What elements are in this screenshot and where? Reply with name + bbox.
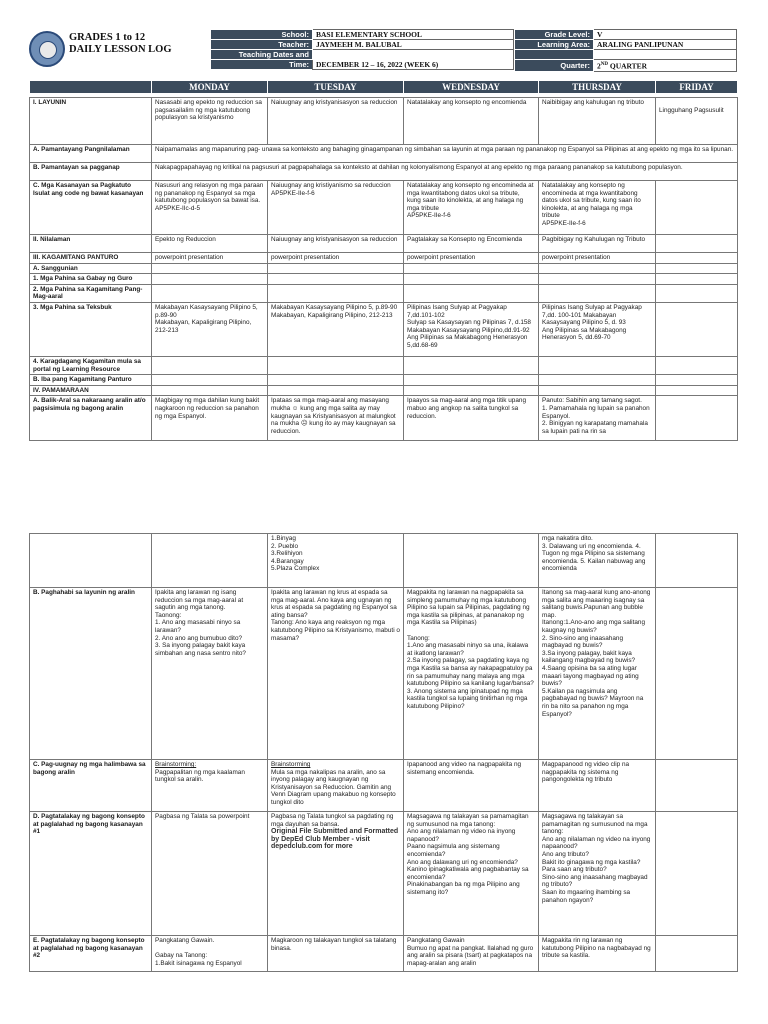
grade-label: Grade Level: bbox=[515, 30, 594, 40]
cell-tuesday bbox=[268, 385, 404, 396]
document-title bbox=[69, 32, 172, 56]
cell-tuesday bbox=[268, 375, 404, 386]
row-label bbox=[30, 534, 152, 588]
cell-wednesday bbox=[404, 534, 539, 588]
top-row bbox=[30, 274, 738, 285]
cell-friday bbox=[656, 181, 738, 235]
cell-thursday bbox=[539, 356, 656, 374]
row-label: A. Pamantayang Pangnilalaman bbox=[30, 145, 152, 163]
dates-label-1: Teaching Dates and bbox=[211, 50, 313, 60]
watermark-line1: Original File Submitted and Formatted bbox=[271, 828, 399, 836]
watermark-line2: by DepEd Club Member - visit bbox=[271, 835, 370, 843]
top-row bbox=[30, 235, 738, 253]
cell-monday bbox=[152, 263, 268, 274]
cell-thursday: Panuto: Sabihin ang tamang sagot. 1. Pamamahala ng lupain sa panahon Espanyol. 2. Binigyan ng karapatang mamahala sa lupain pati na rin sa bbox=[539, 396, 656, 441]
row-label: B. Iba pang Kagamitang Panturo bbox=[30, 375, 152, 386]
cell-friday bbox=[656, 396, 738, 441]
cell-thursday: Magsagawa ng talakayan sa pamamagitan ng sumusunod na mga tanong: Ano ang nilalaman ng video na inyong napaanood? Ano ang tributo? Bakit ito ginagawa ng mga kastila? Para saan ang tributo? Sino-sino ang inaasahang magbayad ng tributo? Saan ito mgaaring ihambing sa panahon ngayon? bbox=[539, 812, 656, 936]
header bbox=[29, 29, 737, 73]
lesson-table-bottom bbox=[29, 533, 738, 972]
quarter-value: 2ND QUARTER bbox=[594, 60, 737, 72]
top-row bbox=[30, 385, 738, 396]
teacher-value: JAYMEEH M. BALUBAL bbox=[313, 40, 514, 50]
cell-wednesday bbox=[404, 263, 539, 274]
cell-tuesday: Ipakita ang larawan ng krus at espada sa mga mag-aaral. Ano kaya ang ugnayan ng krus at espada sa pagdating ng Espanyol sa ating bansa? Tanong: Ano kaya ang reaksyon ng mga katutubong Pilipino sa Kristyanismo, mabuti o masama? bbox=[268, 588, 404, 760]
cell-wednesday: Pagtalakay sa Konsepto ng Encomienda bbox=[404, 235, 539, 253]
row-label: 3. Mga Pahina sa Teksbuk bbox=[30, 302, 152, 356]
row-label: C. Mga Kasanayan sa Pagkatuto Isulat ang code ng bawat kasanayan bbox=[30, 181, 152, 235]
cell-tuesday bbox=[268, 263, 404, 274]
grade-info-table bbox=[514, 29, 737, 72]
cell-tuesday: Naiuugnay ang kristyanisasyon sa reduccion bbox=[268, 98, 404, 145]
cell-monday bbox=[152, 534, 268, 588]
cell-monday: Ipakita ang larawan ng isang reduccion sa mga mag-aaral at sagutin ang mga tanong. Taonong: 1. Ano ang masasabi ninyo sa larawan? 2. Ano ano ang bumubuo dito? 3. Sa inyong palagay bakit kaya simbahan ang nasa sentro nito? bbox=[152, 588, 268, 760]
top-row bbox=[30, 284, 738, 302]
lesson-table-top bbox=[29, 97, 738, 441]
cell-monday bbox=[152, 284, 268, 302]
watermark-text bbox=[271, 828, 400, 851]
day-wednesday: WEDNESDAY bbox=[404, 81, 539, 94]
cell-friday bbox=[656, 936, 738, 972]
row-label: I. LAYUNIN bbox=[30, 98, 152, 145]
cell-monday: Brainstorming: Pagpapalitan ng mga kaalaman tungkol sa aralin. bbox=[152, 760, 268, 812]
area-label: Learning Area: bbox=[515, 40, 594, 50]
cell-tuesday: Magkaroon ng talakayan tungkol sa talatang binasa. bbox=[268, 936, 404, 972]
cell-wednesday bbox=[404, 274, 539, 285]
brainstorming-heading: Brainstorming: bbox=[155, 761, 197, 768]
cell-monday: Makabayan Kasaysayang Pilipino 5, p.89-90 Makabayan, Kapaligirang Pilipino, 212-213 bbox=[152, 302, 268, 356]
cell-monday bbox=[152, 375, 268, 386]
top-row bbox=[30, 181, 738, 235]
cell-thursday bbox=[539, 375, 656, 386]
cell-tuesday bbox=[268, 274, 404, 285]
cell-wednesday bbox=[404, 375, 539, 386]
row-label: C. Pag-uugnay ng mga halimbawa sa bagong aralin bbox=[30, 760, 152, 812]
title-line-1: GRADES 1 to 12 bbox=[69, 32, 146, 43]
brainstorming-heading: Brainstorming bbox=[271, 761, 311, 768]
cell-monday: Magbigay ng mga dahilan kung bakit nagkaroon ng reduccion sa panahon ng mga Espanyol. bbox=[152, 396, 268, 441]
cell-monday: Pagbasa ng Talata sa powerpoint bbox=[152, 812, 268, 936]
cell-thursday: Pilipinas Isang Sulyap at Pagyakap 7,dd. 100-101 Makabayan Kasaysayang Pilipino 5, d. 93 Ang Pilipinas sa Makabagong Henerasyon 5, dd.69-70 bbox=[539, 302, 656, 356]
top-row bbox=[30, 253, 738, 264]
cell-friday bbox=[656, 235, 738, 253]
cell-friday bbox=[656, 588, 738, 760]
cell-friday bbox=[656, 302, 738, 356]
cell-wednesday: powerpoint presentation bbox=[404, 253, 539, 264]
row-label: B. Pamantayan sa pagganap bbox=[30, 163, 152, 181]
cell-thursday: mga nakatira dito. 3. Dalawang uri ng encomienda. 4. Tugon ng mga Pilipino sa sistemang encomienda. 5. Kailan nabuwag ang encomienda bbox=[539, 534, 656, 588]
bottom-row bbox=[30, 812, 738, 936]
cell-thursday: Natatalakay ang konsepto ng encomineda at mga kwantitabong datos ukol sa tribute, kung saan ito kinolekta, at ang halaga ng mga tribute AP5PKE-IIe-f-6 bbox=[539, 181, 656, 235]
watermark-line3: depedclub.com for more bbox=[271, 843, 353, 851]
cell-tuesday: 1.Binyag 2. Pueblo 3.Relihiyon 4.Barangay 5.Plaza Complex bbox=[268, 534, 404, 588]
cell-wednesday: Pangkatang Gawain Bumuo ng apat na pangkat. Ilalahad ng guro ang aralin sa pisara (tsart) at pagkatapos na mapag-aralan ang aralin bbox=[404, 936, 539, 972]
cell-monday: Nasusuri ang relasyon ng mga paraan ng pananakop ng Espanyol sa mga katutubong populasyon sa bawat isa. AP5PKE-IIc-d-5 bbox=[152, 181, 268, 235]
day-tuesday: TUESDAY bbox=[268, 81, 404, 94]
cell-friday bbox=[656, 253, 738, 264]
cell-thursday: Pagbibigay ng Kahulugan ng Tributo bbox=[539, 235, 656, 253]
cell-tuesday: powerpoint presentation bbox=[268, 253, 404, 264]
cell-wednesday: Magsagawa ng talakayan sa pamamagitan ng sumusunod na mga tanong: Ano ang nilalaman ng video na inyong napanood? Paano nagsimula ang sistemang encomienda? Ano ang dalawang uri ng encomienda? Kanino ipinagkatiwala ang pagbabantay sa encomienda? Pinakinabangan ba ng mga Pilipino ang sistemang ito? bbox=[404, 812, 539, 936]
row-label: III. KAGAMITANG PANTURO bbox=[30, 253, 152, 264]
cell-monday bbox=[152, 274, 268, 285]
quarter-label: Quarter: bbox=[515, 60, 594, 72]
cell-thursday bbox=[539, 284, 656, 302]
row-label: E. Pagtatalakay ng bagong konsepto at paglalahad ng bagong kasanayan #2 bbox=[30, 936, 152, 972]
cell-friday bbox=[656, 274, 738, 285]
cell-thursday: powerpoint presentation bbox=[539, 253, 656, 264]
cell-friday bbox=[656, 385, 738, 396]
cell-wednesday bbox=[404, 356, 539, 374]
top-row bbox=[30, 145, 738, 163]
top-row bbox=[30, 375, 738, 386]
cell-wednesday: Natatalakay ang konsepto ng encomienda bbox=[404, 98, 539, 145]
cell-tuesday bbox=[268, 356, 404, 374]
cell-friday bbox=[656, 812, 738, 936]
cell-friday bbox=[656, 534, 738, 588]
cell-wednesday bbox=[404, 385, 539, 396]
cell-thursday bbox=[539, 274, 656, 285]
row-label: A. Balik-Aral sa nakaraang aralin at/o pagsisimula ng bagong aralin bbox=[30, 396, 152, 441]
row-span-cell: Naipamamalas ang mapanuring pag- unawa sa konteksto ang bahaging ginagampanan ng simbahan sa layunin at mga paraan ng pananakop ng Espanyol sa Pilipinas at ang epekto ng mga ito sa lipunan. bbox=[152, 145, 738, 163]
cell-wednesday: Magpakita ng larawan na nagpapakita sa simpleng pamumuhay ng mga katutubong Pilipino sa lupain sa Pilipinas, pagdating ng mga kastila sa pilipinas, at pananakop ng mga Kastila sa Pilipinas) Tanong: 1.Ano ang masasabi ninyo sa una, ikalawa at ikatlong larawan? 2.Sa inyong palagay, sa pagdating kaya ng mga Kastila sa bansa ay nakapagpatuloy pa rin sa pamumuhay nang malaya ang mga katutubong Pilipino sa kanilang lugar/bansa? 3. Anong sistema ang ipinatupad ng mga kastila tungkol sa lupaing tinitirhan ng mga katutubong Pilipino? bbox=[404, 588, 539, 760]
day-friday: FRIDAY bbox=[656, 81, 738, 94]
row-label: D. Pagtatalakay ng bagong konsepto at paglalahad ng bagong kasanayan #1 bbox=[30, 812, 152, 936]
cell-tuesday: Makabayan Kasaysayang Pilipino 5, p.89-90 Makabayan, Kapaligirang Pilipino, 212-213 bbox=[268, 302, 404, 356]
cell-tuesday: Naiuugnay ang kristiyanismo sa reduccion AP5PKE-IIe-f-6 bbox=[268, 181, 404, 235]
teacher-label: Teacher: bbox=[211, 40, 313, 50]
school-label: School: bbox=[211, 30, 313, 40]
row-label: II. Nilalaman bbox=[30, 235, 152, 253]
cell-friday bbox=[656, 284, 738, 302]
row-label: 1. Mga Pahina sa Gabay ng Guro bbox=[30, 274, 152, 285]
bottom-row bbox=[30, 588, 738, 760]
cell-tuesday: Naiuugnay ang kristyanisasyon sa reduccion bbox=[268, 235, 404, 253]
cell-thursday bbox=[539, 263, 656, 274]
day-thursday: THURSDAY bbox=[539, 81, 656, 94]
dates-label-2: Time: bbox=[211, 60, 313, 70]
cell-thursday: Itanong sa mag-aaral kung ano-anong mga salita ang maaaring isagnay sa salitang buwis.Papunan ang bubble map. Itanong:1.Ano-ano ang mga salitang kaugnay ng buwis? 2. Sino-sino ang inaasahang magbayad ng buwis? 3.Sa inyong palagay, bakit kaya kailangang magbayad ng buwis? 4.Saang opisina ba sa ating lugar maaari tayong magbayad ng ating buwis? 5.Kailan pa nagsimula ang pagbabayad ng buwis? Mayroon na rin ba nito sa panahon ng mga Espanyol? bbox=[539, 588, 656, 760]
cell-monday bbox=[152, 356, 268, 374]
cell-friday bbox=[656, 263, 738, 274]
top-row bbox=[30, 98, 738, 145]
cell-wednesday: Natatalakay ang konsepto ng encomineda at mga kwantitabong datos ukol sa tribute, kung saan ito kinolekta, at ang halaga ng mga tribute AP5PKE-IIe-f-6 bbox=[404, 181, 539, 235]
row-label: IV. PAMAMARAAN bbox=[30, 385, 152, 396]
cell-thursday: Magpakita rin ng larawan ng katutubong Pilipino na nagbabayad ng tribute sa kastila. bbox=[539, 936, 656, 972]
cell-monday: Nasasabi ang epekto ng reduccion sa pagsasailalim ng mga katutubong populasyon sa kristyanismo bbox=[152, 98, 268, 145]
row-label: B. Paghahabi sa layunin ng aralin bbox=[30, 588, 152, 760]
cell-thursday bbox=[539, 385, 656, 396]
cell-monday: Pangkatang Gawain. Gabay na Tanong: 1.Bakit isinagawa ng Espanyol bbox=[152, 936, 268, 972]
cell-tuesday: Ipataas sa mga mag-aaral ang masayang mukha ☺ kung ang mga salita ay may kaugnayan sa Kristyanisasyon at malungkot na mukha ☹ kung ito ay may kaugnayan sa reduccion. bbox=[268, 396, 404, 441]
area-value: ARALING PANLIPUNAN bbox=[594, 40, 737, 50]
day-header-row bbox=[29, 80, 738, 94]
cell-monday: Epekto ng Reduccion bbox=[152, 235, 268, 253]
school-value: BASI ELEMENTARY SCHOOL bbox=[313, 30, 514, 40]
day-monday: MONDAY bbox=[152, 81, 268, 94]
cell-friday bbox=[656, 375, 738, 386]
cell-tuesday: Pagbasa ng Talata tungkol sa pagdating ng mga dayuhan sa bansa. Original File Submitted and Formatted by DepEd Club Member - visit depedclub.com for more bbox=[268, 812, 404, 936]
cell-tuesday bbox=[268, 284, 404, 302]
cell-wednesday: Pilipinas Isang Sulyap at Pagyakap 7,dd.101-102 Sulyap sa Kasaysayan ng Pilipinas 7, d.158 Makabayan Kasaysayang Pilipino,dd.91-92 Ang Pilipinas sa Makabagong Henerasyon 5,dd.68-69 bbox=[404, 302, 539, 356]
bottom-row bbox=[30, 936, 738, 972]
school-info-table bbox=[210, 29, 514, 70]
cell-friday bbox=[656, 356, 738, 374]
top-row bbox=[30, 263, 738, 274]
cell-wednesday: Ipapanood ang video na nagpapakita ng sistemang encomienda. bbox=[404, 760, 539, 812]
row-label: 4. Karagdagang Kagamitan mula sa portal ng Learning Resource bbox=[30, 356, 152, 374]
grade-value: V bbox=[594, 30, 737, 40]
cell-friday bbox=[656, 760, 738, 812]
bottom-row bbox=[30, 534, 738, 588]
title-line-2: DAILY LESSON LOG bbox=[69, 44, 172, 55]
top-row bbox=[30, 163, 738, 181]
row-span-cell: Nakapagpapahayag ng kritikal na pagsusuri at pagpapahalaga sa konteksto at dahilan ng kolonyalismong Espanyol at ang epekto ng mga paraang pananakop sa katutubong populasyon. bbox=[152, 163, 738, 181]
cell-thursday: Naibibigay ang kahulugan ng tributo bbox=[539, 98, 656, 145]
cell-tuesday: Brainstorming Mula sa mga nakalipas na aralin, ano sa inyong palagay ang kaugnayan ng Kristyanisayon sa Reduccion. Gamitin ang Venn Diagram upang makabuo ng konsepto tungkol dito bbox=[268, 760, 404, 812]
row-label: 2. Mga Pahina sa Kagamitang Pang-Mag-aaral bbox=[30, 284, 152, 302]
cell-thursday: Magpapanood ng video clip na nagpapakita ng sistema ng pangongolekta ng tributo bbox=[539, 760, 656, 812]
cell-monday bbox=[152, 385, 268, 396]
bottom-row bbox=[30, 760, 738, 812]
deped-seal-logo bbox=[29, 31, 65, 67]
cell-monday: powerpoint presentation bbox=[152, 253, 268, 264]
top-row bbox=[30, 396, 738, 441]
cell-wednesday: Ipaayos sa mag-aaral ang mga titik upang mabuo ang angkop na salita tungkol sa reduccion. bbox=[404, 396, 539, 441]
top-row bbox=[30, 356, 738, 374]
cell-friday: Lingguhang Pagsusulit bbox=[656, 98, 738, 145]
dates-value: DECEMBER 12 – 16, 2022 (WEEK 6) bbox=[313, 50, 514, 70]
cell-wednesday bbox=[404, 284, 539, 302]
row-label: A. Sanggunian bbox=[30, 263, 152, 274]
top-row bbox=[30, 302, 738, 356]
